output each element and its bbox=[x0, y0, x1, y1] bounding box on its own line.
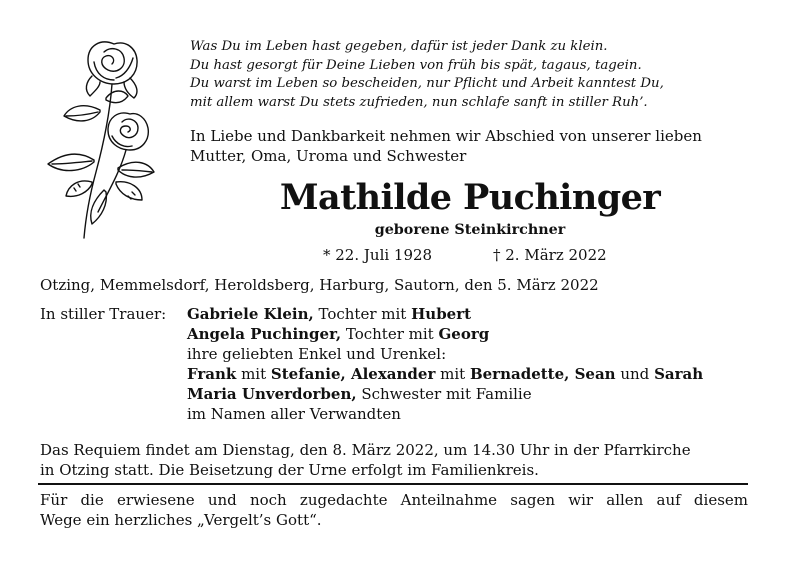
poem bbox=[190, 38, 750, 112]
poem-line: Was Du im Leben hast gegeben, dafür ist jeder Dank zu klein. bbox=[190, 39, 608, 54]
deceased-name: Mathilde Puchinger bbox=[279, 177, 661, 218]
mourners-list bbox=[187, 304, 703, 424]
mourner-line: Angela Puchinger, Tochter mit Georg bbox=[187, 325, 490, 343]
divider-line bbox=[38, 483, 748, 485]
birth-date: * 22. Juli 1928 bbox=[323, 246, 433, 264]
rose-icon bbox=[38, 32, 163, 240]
birth-name: geborene Steinkirchner bbox=[374, 222, 566, 238]
requiem-line: in Otzing statt. Die Beisetzung der Urne erfolgt im Familienkreis. bbox=[40, 461, 539, 479]
mourning-label: In stiller Trauer: bbox=[40, 305, 167, 323]
poem-line: mit allem warst Du stets zufrieden, nun schlafe sanft in stiller Ruh’. bbox=[190, 94, 648, 110]
place-date: Otzing, Memmelsdorf, Heroldsberg, Harburg, Sautorn, den 5. März 2022 bbox=[40, 276, 599, 294]
intro-line: Mutter, Oma, Uroma und Schwester bbox=[190, 147, 467, 165]
death-date: † 2. März 2022 bbox=[493, 246, 607, 264]
mourner-line: ihre geliebten Enkel und Urenkel: bbox=[187, 345, 447, 363]
intro-text bbox=[190, 126, 750, 166]
mourner-line: Gabriele Klein, Tochter mit Hubert bbox=[187, 305, 472, 323]
requiem-line: Das Requiem findet am Dienstag, den 8. März 2022, um 14.30 Uhr in der Pfarrkirche bbox=[40, 441, 691, 459]
thanks-line: Für die erwiesene und noch zugedachte Anteilnahme sagen wir allen auf diesem bbox=[40, 491, 748, 509]
mourner-line: Maria Unverdorben, Schwester mit Familie bbox=[187, 385, 532, 403]
requiem-notice bbox=[40, 440, 691, 480]
thanks-line: Wege ein herzliches „Vergelt’s Gott“. bbox=[40, 511, 322, 529]
mourner-line: Frank mit Stefanie, Alexander mit Bernadette, Sean und Sarah bbox=[187, 365, 704, 383]
poem-line: Du hast gesorgt für Deine Lieben von früh bis spät, tagaus, tagein. bbox=[190, 57, 642, 73]
poem-line: Du warst im Leben so bescheiden, nur Pflicht und Arbeit kanntest Du, bbox=[190, 76, 664, 92]
intro-line: In Liebe und Dankbarkeit nehmen wir Abschied von unserer lieben bbox=[190, 127, 702, 145]
mourner-line: im Namen aller Verwandten bbox=[187, 405, 401, 423]
thanks-notice bbox=[40, 490, 748, 530]
